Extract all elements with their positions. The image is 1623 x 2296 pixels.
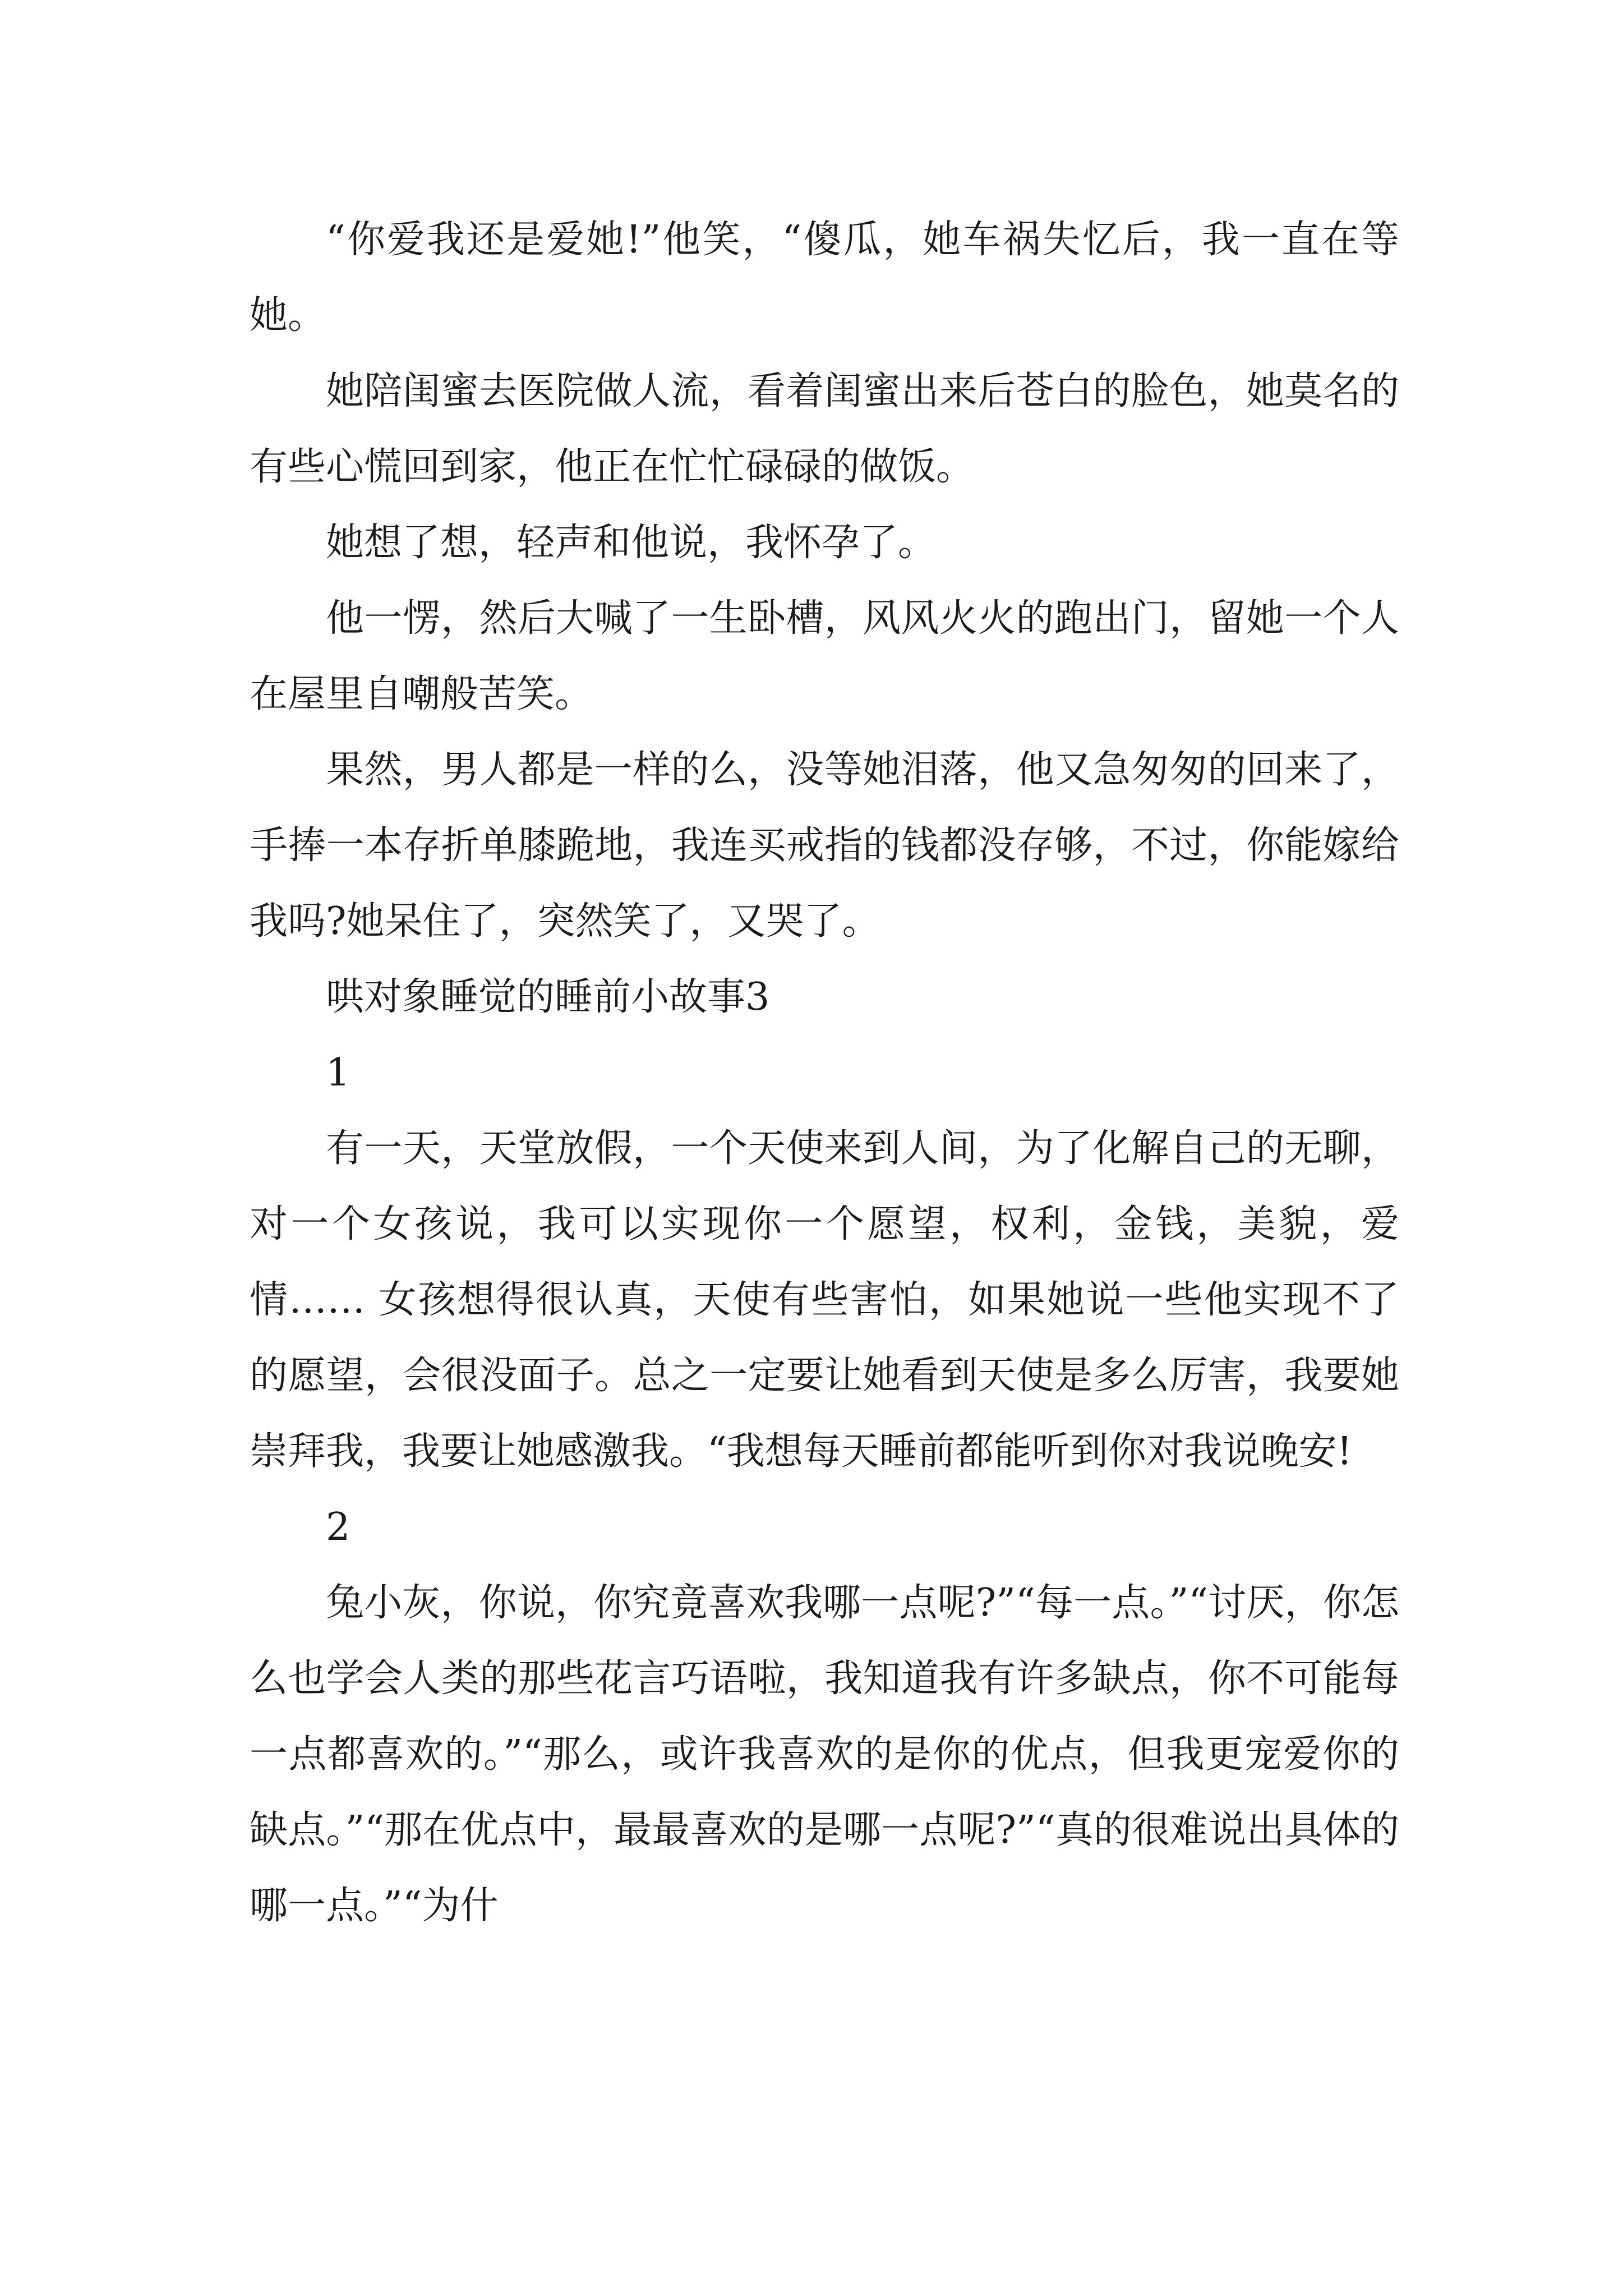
paragraph: 他一愣，然后大喊了一生卧槽，风风火火的跑出门，留她一个人在屋里自嘲般苦笑。 [250, 596, 1399, 716]
paragraph: 她想了想，轻声和他说，我怀孕了。 [326, 521, 937, 565]
paragraph: 她陪闺蜜去医院做人流，看着闺蜜出来后苍白的脸色，她莫名的有些心慌回到家，他正在忙忙碌碌的做饭。 [250, 369, 1399, 489]
section-heading: 哄对象睡觉的睡前小故事3 [326, 975, 770, 1019]
document-body [250, 202, 1399, 1944]
paragraph: “你爱我还是爱她!”他笑，“傻瓜，她车祸失忆后，我一直在等她。 [250, 218, 1399, 338]
paragraph: 有一天，天堂放假，一个天使来到人间，为了化解自己的无聊，对一个女孩说，我可以实现你一个愿望，权利，金钱，美貌，爱情…… 女孩想得很认真，天使有些害怕，如果她说一些他实现不了的愿望，会很没面子。总之一定要让她看到天使是多么厉害，我要她崇拜我，我要让她感激我。“我想每天睡前都能听到你对我说晚安! [250, 1126, 1399, 1474]
section-number: 1 [326, 1051, 351, 1095]
paragraph: 兔小灰，你说，你究竟喜欢我哪一点呢?”“每一点。”“讨厌，你怎么也学会人类的那些花言巧语啦，我知道我有许多缺点，你不可能每一点都喜欢的。”“那么，或许我喜欢的是你的优点，但我更宠爱你的缺点。”“那在优点中，最最喜欢的是哪一点呢?”“真的很难说出具体的哪一点。”“为什 [250, 1581, 1399, 1928]
section-number: 2 [326, 1505, 351, 1549]
paragraph: 果然，男人都是一样的么，没等她泪落，他又急匆匆的回来了，手捧一本存折单膝跪地，我连买戒指的钱都没存够，不过，你能嫁给我吗?她呆住了，突然笑了，又哭了。 [250, 748, 1399, 944]
